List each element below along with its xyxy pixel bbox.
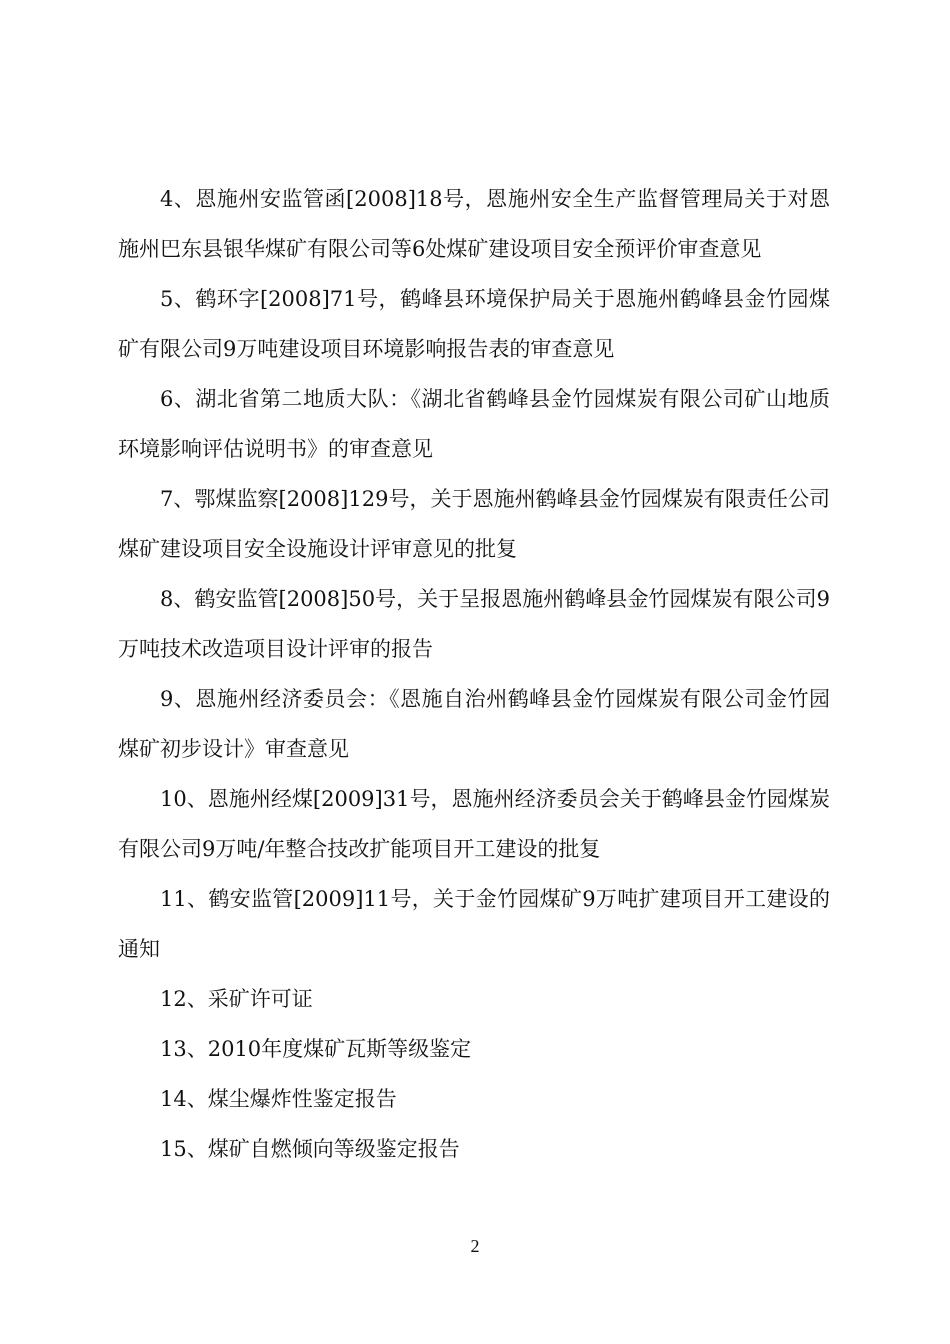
list-item: 10、恩施州经煤[2009]31号，恩施州经济委员会关于鹤峰县金竹园煤炭有限公司9万吨/年整合技改扩能项目开工建设的批复 <box>118 787 830 861</box>
list-item: 6、湖北省第二地质大队：《湖北省鹤峰县金竹园煤炭有限公司矿山地质环境影响评估说明书》的审查意见 <box>118 387 830 461</box>
list-item: 9、恩施州经济委员会：《恩施自治州鹤峰县金竹园煤炭有限公司金竹园煤矿初步设计》审查意见 <box>118 687 830 761</box>
list-item: 15、煤矿自燃倾向等级鉴定报告 <box>160 1137 460 1161</box>
list-item: 14、煤尘爆炸性鉴定报告 <box>160 1087 397 1111</box>
list-item: 12、采矿许可证 <box>160 987 313 1011</box>
list-item: 5、鹤环字[2008]71号，鹤峰县环境保护局关于恩施州鹤峰县金竹园煤矿有限公司9万吨建设项目环境影响报告表的审查意见 <box>118 287 830 361</box>
list-item: 11、鹤安监管[2009]11号，关于金竹园煤矿9万吨扩建项目开工建设的通知 <box>118 887 830 961</box>
document-body <box>118 174 830 1174</box>
list-item: 4、恩施州安监管函[2008]18号，恩施州安全生产监督管理局关于对恩施州巴东县银华煤矿有限公司等6处煤矿建设项目安全预评价审查意见 <box>118 187 830 261</box>
page-number: 2 <box>470 1236 480 1256</box>
list-item: 13、2010年度煤矿瓦斯等级鉴定 <box>160 1037 472 1061</box>
list-item: 8、鹤安监管[2008]50号，关于呈报恩施州鹤峰县金竹园煤炭有限公司9万吨技术改造项目设计评审的报告 <box>118 587 830 661</box>
list-item: 7、鄂煤监察[2008]129号，关于恩施州鹤峰县金竹园煤炭有限责任公司煤矿建设项目安全设施设计评审意见的批复 <box>118 487 830 561</box>
